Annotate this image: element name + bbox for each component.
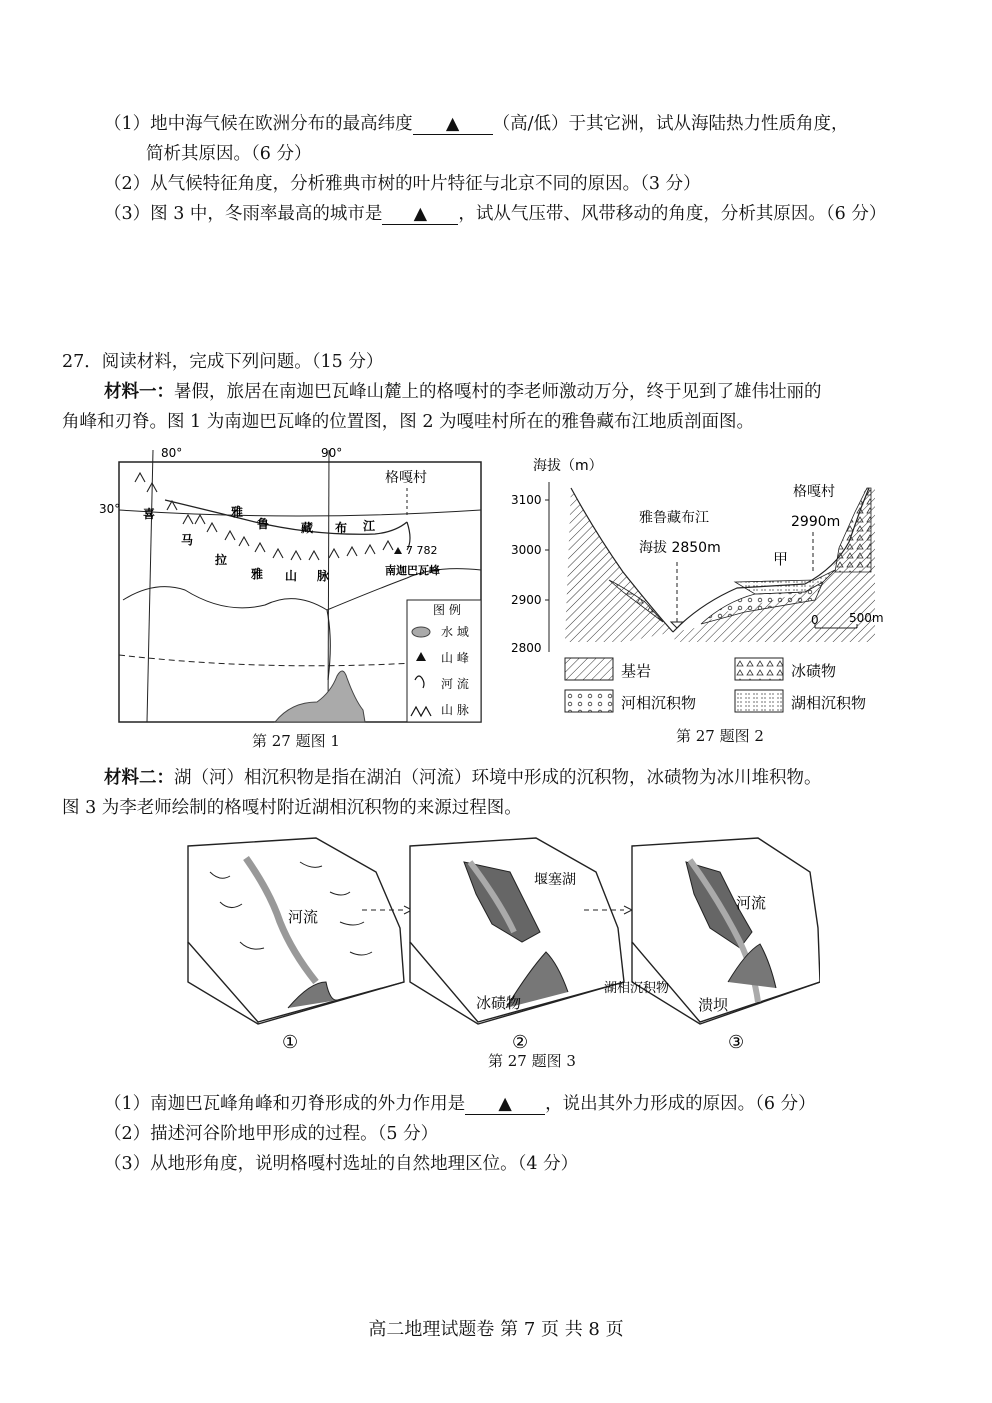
figure-1-map (95, 440, 495, 730)
section-legend (565, 658, 866, 712)
village-label: 格嘎村 (385, 470, 427, 486)
q27-sub3: （3）从地形角度，说明格嘎村选址的自然地理区位。（4 分） (104, 1154, 579, 1174)
q27-sub1-text-b: ，说出其外力形成的原因。（6 分） (545, 1094, 816, 1114)
scale-zero: 0 (811, 613, 819, 627)
y-tick-3100: 3100 (511, 493, 542, 507)
block-2 (410, 838, 624, 1024)
q26-sub2: （2）从气候特征角度，分析雅典市树的叶片特征与北京不同的原因。（3 分） (104, 174, 701, 194)
river-elevation: 海拔 2850m (639, 540, 721, 556)
peak-height: 7 782 (406, 544, 438, 557)
answer-blank[interactable]: ▲ (465, 1094, 545, 1115)
range-char-6: 脉 (317, 569, 330, 583)
q27-sub1 (104, 1092, 816, 1116)
river-char-3: 藏 (301, 521, 314, 535)
lake-sediment-label: 湖相沉积物 (604, 981, 670, 996)
page-footer: 高二地理试题卷 第 7 页 共 8 页 (368, 1319, 624, 1340)
legend-river: 河 流 (441, 677, 469, 691)
lon-90-label: 90° (321, 446, 343, 460)
range-char-5: 山 (285, 569, 298, 583)
panel-3-number: ③ (728, 1032, 745, 1053)
river-char-2: 鲁 (257, 517, 270, 531)
lon-80-label: 80° (161, 446, 183, 460)
panel-1-number: ① (282, 1032, 299, 1053)
q27-sub2: （2）描述河谷阶地甲形成的过程。（5 分） (104, 1124, 439, 1144)
q26-sub3 (104, 202, 886, 226)
legend-river-deposit: 河相沉积物 (621, 694, 697, 712)
figure-1-caption: 第 27 题图 1 (252, 732, 340, 750)
dammed-lake-label: 堰塞湖 (534, 872, 576, 888)
village-label: 格嘎村 (793, 484, 835, 500)
range-char-2: 马 (181, 533, 194, 547)
y-axis-label: 海拔（m） (533, 458, 603, 474)
answer-blank[interactable]: ▲ (382, 204, 458, 225)
range-char-4: 雅 (251, 567, 264, 581)
q27-material2-line1 (104, 766, 822, 790)
block-3 (604, 838, 820, 1024)
river-label-3: 河流 (736, 894, 767, 912)
legend-bedrock: 基岩 (621, 662, 652, 680)
material1-text-a: 暑假，旅居在南迦巴瓦峰山麓上的格嘎村的李老师激动万分，终于见到了雄伟壮丽的 (174, 382, 822, 402)
panel-2-number: ② (512, 1032, 529, 1053)
map-legend (407, 600, 481, 722)
legend-water: 水 域 (441, 625, 469, 639)
q26-sub3-text-b: ，试从气压带、风带移动的角度，分析其原因。（6 分） (458, 204, 887, 224)
figure-3-caption: 第 27 题图 3 (488, 1052, 576, 1070)
legend-moraine: 冰碛物 (791, 662, 837, 680)
range-char-3: 拉 (215, 553, 228, 567)
breach-label: 溃坝 (698, 996, 729, 1014)
q27-sub1-text-a: （1）南迦巴瓦峰角峰和刃脊形成的外力作用是 (104, 1094, 466, 1114)
moraine-label: 冰碛物 (476, 994, 522, 1012)
q27-heading: 27．阅读材料，完成下列问题。（15 分） (62, 352, 384, 372)
q26-sub3-text-a: （3）图 3 中，冬雨率最高的城市是 (104, 204, 383, 224)
answer-blank[interactable]: ▲ (413, 114, 493, 135)
y-tick-2800: 2800 (511, 641, 542, 655)
figure-3-process (180, 832, 820, 1062)
block-1 (188, 838, 404, 1024)
village-elevation: 2990m (791, 514, 841, 530)
figure-2-caption: 第 27 题图 2 (676, 727, 764, 745)
q26-sub1-text-b: （高/低）于其它洲，试从海陆热力性质角度， (492, 114, 849, 134)
y-tick-2900: 2900 (511, 593, 542, 607)
river-name: 雅鲁藏布江 (639, 510, 709, 526)
river-label-1: 河流 (288, 908, 319, 926)
scale-length: 500m (849, 611, 884, 625)
q26-sub1-text-a: （1）地中海气候在欧洲分布的最高纬度 (104, 114, 413, 134)
river-char-1: 雅 (231, 505, 244, 519)
peak-name: 南迦巴瓦峰 (385, 564, 440, 577)
river-char-4: 布 (335, 521, 348, 535)
legend-peak: 山 峰 (441, 651, 469, 665)
q27-material1-line1 (104, 380, 822, 404)
range-char-1: 喜 (143, 507, 156, 521)
legend-range: 山 脉 (441, 703, 469, 717)
q26-sub1-line1 (104, 112, 849, 136)
material2-label: 材料二： (104, 768, 174, 788)
water-area (275, 671, 365, 722)
material1-label: 材料一： (104, 382, 174, 402)
terrace-jia-label: 甲 (773, 550, 789, 568)
peak-icon (394, 547, 402, 554)
q27-material1-line2: 角峰和刃脊。图 1 为南迦巴瓦峰的位置图，图 2 为嘎哇村所在的雅鲁藏布江地质剖面图。 (62, 412, 755, 432)
q27-material2-line2: 图 3 为李老师绘制的格嘎村附近湖相沉积物的来源过程图。 (62, 798, 522, 818)
material2-text-a: 湖（河）相沉积物是指在湖泊（河流）环境中形成的沉积物，冰碛物为冰川堆积物。 (174, 768, 822, 788)
river-char-5: 江 (363, 519, 376, 533)
figure-2-cross-section (505, 452, 890, 727)
lat-30-label: 30° (99, 502, 121, 516)
q26-sub1-line2: 简析其原因。（6 分） (146, 144, 312, 164)
y-tick-3000: 3000 (511, 543, 542, 557)
y-ticks (511, 493, 549, 655)
legend-title: 图 例 (433, 603, 461, 617)
legend-lake-deposit: 湖相沉积物 (791, 694, 867, 712)
